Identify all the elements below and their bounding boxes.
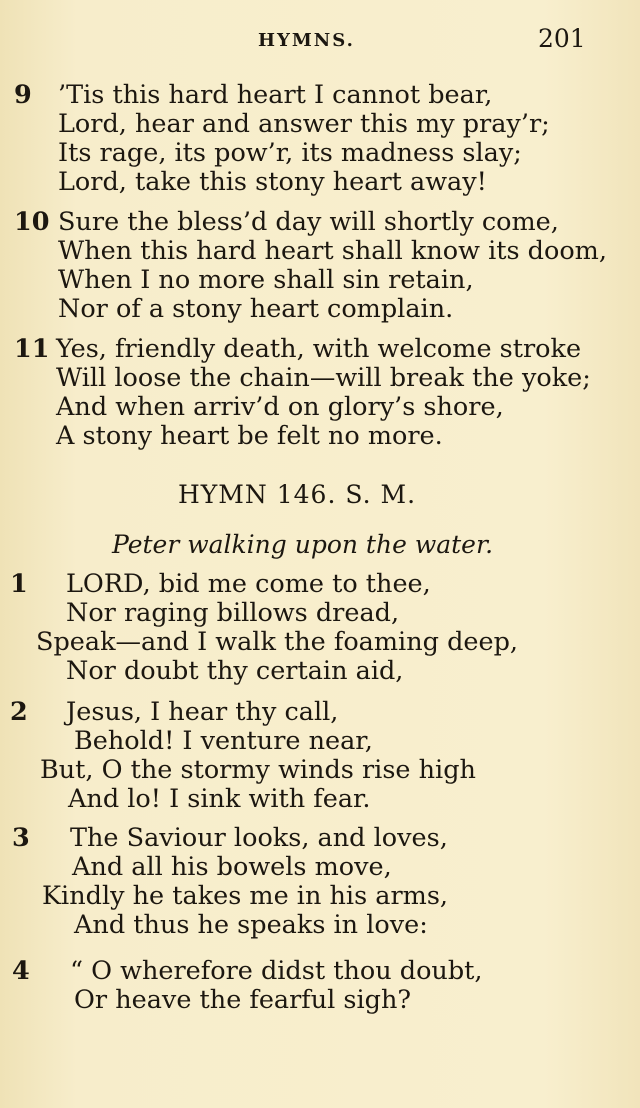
verse-number: 11 — [14, 334, 50, 364]
verse-number: 1 — [10, 569, 28, 599]
verse-number: 3 — [12, 823, 30, 853]
running-title: HYMNS. — [258, 30, 355, 51]
verse-number: 2 — [10, 697, 28, 727]
verse-line: “ O wherefore didst thou doubt, — [70, 956, 483, 986]
verse-number: 10 — [14, 207, 50, 237]
verse-line: Nor of a stony heart complain. — [58, 294, 454, 324]
verse-line: Nor doubt thy certain aid, — [66, 656, 404, 686]
hymn-subtitle: Peter walking upon the water. — [112, 530, 494, 559]
verse-line: When I no more shall sin retain, — [58, 265, 474, 295]
verse-line: And when arriv’d on glory’s shore, — [56, 392, 504, 422]
verse-line: A stony heart be felt no more. — [56, 421, 443, 451]
verse-line: When this hard heart shall know its doom, — [58, 236, 607, 266]
verse-line: Yes, friendly death, with welcome stroke — [56, 334, 582, 364]
verse-line: ’Tis this hard heart I cannot bear, — [58, 80, 493, 110]
verse-line: Speak—and I walk the foaming deep, — [36, 627, 518, 657]
verse-line: Behold! I venture near, — [74, 726, 373, 756]
verse-line: But, O the stormy winds rise high — [40, 755, 476, 785]
verse-line: Will loose the chain—will break the yoke; — [56, 363, 591, 393]
verse-line: Jesus, I hear thy call, — [66, 697, 339, 727]
verse-line: Lord, hear and answer this my pray’r; — [58, 109, 550, 139]
page-number: 201 — [538, 24, 586, 53]
verse-line: Nor raging billows dread, — [66, 598, 400, 628]
verse-line: Or heave the fearful sigh? — [74, 985, 412, 1015]
verse-line: Sure the bless’d day will shortly come, — [58, 207, 559, 237]
page-header — [0, 24, 640, 54]
verse-line: The Saviour looks, and loves, — [70, 823, 448, 853]
verse-line: Lord, take this stony heart away! — [58, 167, 487, 197]
verse-number: 4 — [12, 956, 30, 986]
verse-number: 9 — [14, 80, 32, 110]
verse-line: And all his bowels move, — [72, 852, 392, 882]
verse-line: LORD, bid me come to thee, — [66, 569, 431, 599]
verse-line: Kindly he takes me in his arms, — [42, 881, 449, 911]
verse-line: And thus he speaks in love: — [74, 910, 428, 940]
verse-line: And lo! I sink with fear. — [68, 784, 371, 814]
verse-line: Its rage, its pow’r, its madness slay; — [58, 138, 522, 168]
hymn-title: HYMN 146. S. M. — [178, 480, 417, 509]
